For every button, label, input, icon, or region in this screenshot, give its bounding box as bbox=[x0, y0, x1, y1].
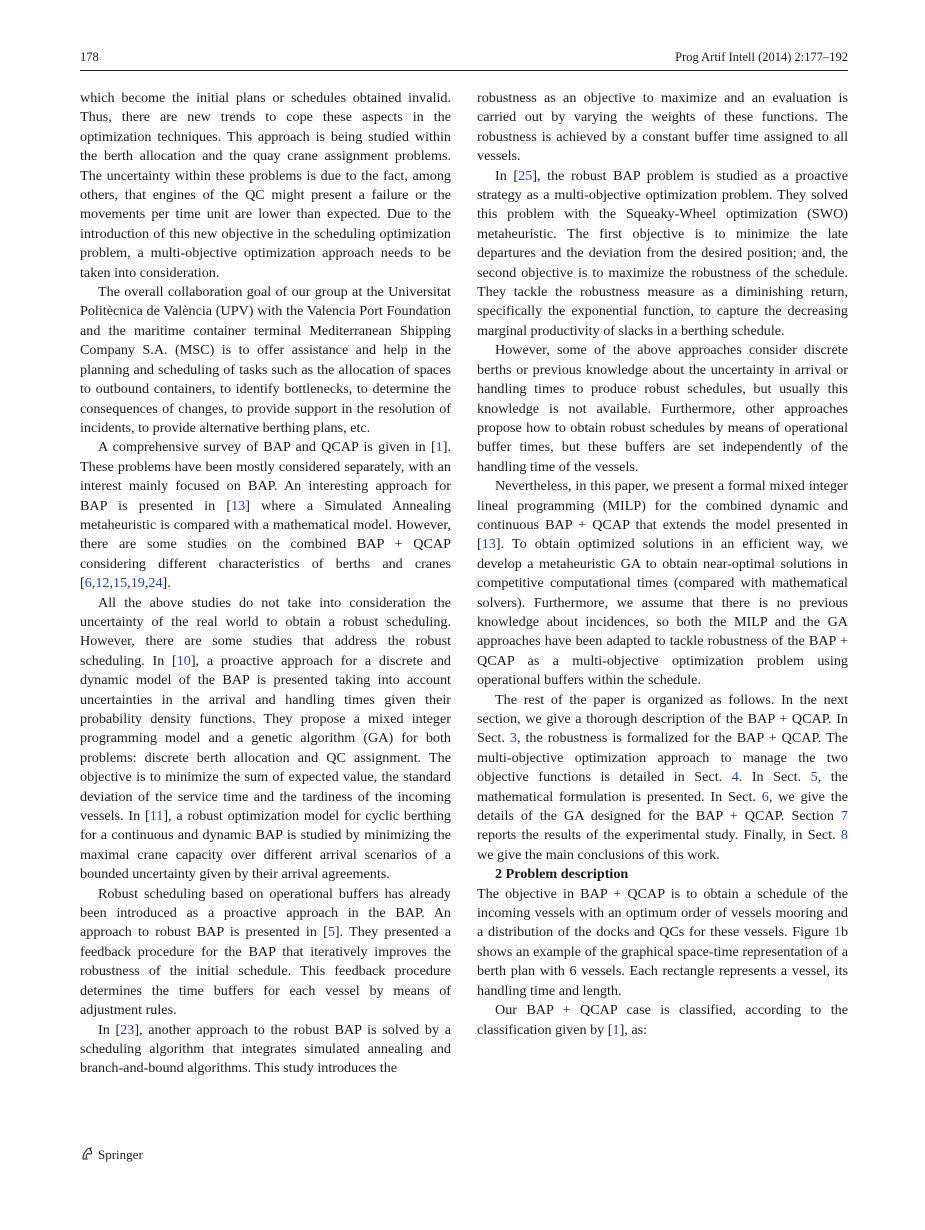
paragraph: robustness as an objective to maximize and an evaluation is carried out by varying the weights of these functions. The robustness is achieved by a constant buffer time assigned to all vessels. bbox=[477, 90, 848, 165]
citation-link[interactable]: 13 bbox=[481, 536, 496, 553]
paragraph: All the above studies do not take into consideration the uncertainty of the real world to obtain a robust scheduling. However, there are some studies that address the robust scheduling. In [10], a proactive approach for a discrete and dynamic model of the BAP is presented taking into account uncertainties in the arrival and handling times given their probability density functions. They propose a mixed integer programming model and a genetic algorithm (GA) for both problems: discrete berth allocation and QC assignment. The objective is to minimize the sum of expected value, the standard deviation of the service time and the tardiness of the incoming vessels. In [11], a robust optimization model for cyclic berthing for a continuous and dynamic BAP is studied by minimizing the maximal crane capacity over different arrival scenarios of a bounded uncertainty given by their arrival agreements. bbox=[80, 594, 452, 883]
section-link[interactable]: 7 bbox=[840, 808, 848, 825]
citation-link[interactable]: 24 bbox=[148, 575, 163, 592]
citation-link[interactable]: 1 bbox=[435, 439, 443, 456]
paragraph: which become the initial plans or schedules obtained invalid. Thus, there are new trends to cope these aspects in the optimization techniques. This approach is being studied within the berth allocation and the quay crane assignment problems. The uncertainty within these problems is due to the fact, among others, that engines of the QC might present a failure or the movements per time unit are lower than expected. Due to the introduction of this new objective in the scheduling optimization problem, a multi-objective optimization approach needs to be taken into consideration. bbox=[80, 90, 451, 281]
section-link[interactable]: 3 bbox=[509, 730, 517, 747]
figure-link[interactable]: 1 bbox=[833, 924, 841, 941]
citation-link[interactable]: 12 bbox=[95, 575, 110, 592]
paragraph: In [25], the robust BAP problem is studied as a proactive strategy as a multi-objective optimization problem. They solved this problem with the Squeaky-Wheel optimization (SWO) metaheuristic. The first objective is to minimize the late departures and the deviation from the desired position; and, the second objective is to maximize the robustness of the schedule. They tackle the robustness measure as a diminishing return, specifically the exponential function, to capture the decreasing marginal productivity of slacks in a berthing schedule. bbox=[477, 167, 848, 339]
paragraph: The overall collaboration goal of our group at the Universitat Politècnica de València (UPV) with the Valencia Port Foundation and the maritime container terminal Mediterranean Shipping Company S.A. (MSC) is to offer assistance and help in the planning and scheduling of tasks such as the allocation of spaces to outbound containers, to identify bottlenecks, to determine the consequences of changes, to provide support in the resolution of incidents, to provide alternative berthing plans, etc. bbox=[80, 284, 451, 436]
citation-link[interactable]: 6 bbox=[84, 575, 92, 592]
citation-link[interactable]: 1 bbox=[612, 1021, 620, 1038]
citation-link[interactable]: 23 bbox=[120, 1021, 135, 1038]
right-column bbox=[477, 89, 848, 1040]
section-heading: 2 Problem description bbox=[495, 866, 629, 883]
citation-link[interactable]: 19 bbox=[130, 575, 145, 592]
citation-link[interactable]: 5 bbox=[327, 924, 335, 941]
paragraph: Our BAP + QCAP case is classified, according to the classification given by [1], as: bbox=[477, 1002, 848, 1038]
citation-link[interactable]: 10 bbox=[176, 652, 191, 669]
paragraph: Nevertheless, in this paper, we present a formal mixed integer lineal programming (MILP) for the combined dynamic and continuous BAP + QCAP that extends the model presented in [13]. To obtain optimized solutions in an efficient way, we develop a metaheuristic GA to obtain near-optimal solutions in competitive computational times (compared with mathematical solvers). Furthermore, we assume that there is no previous knowledge about incidences, so both the MILP and the GA approaches have been adapted to tackle robustness of the BAP + QCAP as a multi-objective optimization problem using operational buffers within the schedule. bbox=[477, 478, 848, 689]
page-number: 178 bbox=[80, 50, 99, 64]
section-link[interactable]: 5 bbox=[810, 769, 818, 786]
citation-link[interactable]: 13 bbox=[231, 497, 246, 514]
page-footer bbox=[80, 1145, 143, 1165]
citation-link[interactable]: 25 bbox=[518, 167, 533, 184]
citation-link[interactable]: 15 bbox=[113, 575, 128, 592]
paragraph: The objective in BAP + QCAP is to obtain a schedule of the incoming vessels with an optimum order of vessels mooring and a distribution of the docks and QCs for these vessels. Figure 1b shows an example of the graphical space-time representation of a berth plan with 6 vessels. Each rectangle represents a vessel, its handling time and length. bbox=[477, 885, 849, 999]
paragraph: The rest of the paper is organized as follows. In the next section, we give a thorough description of the BAP + QCAP. In Sect. 3, the robustness is formalized for the BAP + QCAP. The multi-objective optimization approach to manage the two objective functions is detailed in Sect. 4. In Sect. 5, the mathematical formulation is presented. In Sect. 6, we give the details of the GA designed for the BAP + QCAP. Section 7 reports the results of the experimental study. Finally, in Sect. 8 we give the main conclusions of this work. bbox=[477, 691, 848, 863]
section-link[interactable]: 4 bbox=[731, 769, 739, 786]
section-link[interactable]: 6 bbox=[761, 788, 769, 805]
left-column bbox=[80, 89, 451, 1079]
paragraph: However, some of the above approaches consider discrete berths or previous knowledge about the uncertainty in arrival or handling times to produce robust schedules, but usually this knowledge is not available. Furthermore, other approaches propose how to obtain robust schedules by means of operational buffer times, but these buffers are set independently of the handling time of the vessels. bbox=[477, 342, 848, 475]
journal-citation: Prog Artif Intell (2014) 2:177–192 bbox=[675, 50, 848, 64]
paragraph: A comprehensive survey of BAP and QCAP is given in [1]. These problems have been mostly considered separately, with an interest mainly focused on BAP. An interesting approach for BAP is presented in [13] where a Simulated Annealing metaheuristic is compared with a mathematical model. However, there are some studies on the combined BAP + QCAP considering different characteristics of berths and cranes [6,12,15,19,24]. bbox=[80, 439, 451, 592]
publisher-name: Springer bbox=[98, 1147, 143, 1162]
paragraph: Robust scheduling based on operational buffers has already been introduced as a proactive approach in the BAP. An approach to robust BAP is presented in [5]. They presented a feedback procedure for the BAP that iteratively improves the robustness of the initial schedule. This feedback procedure determines the time buffers for each vessel by means of adjustment rules. bbox=[80, 885, 452, 1019]
paragraph: In [23], another approach to the robust BAP is solved by a scheduling algorithm that integrates simulated annealing and branch-and-bound algorithms. This study introduces the bbox=[80, 1021, 451, 1077]
page-header bbox=[80, 48, 848, 70]
header-rule bbox=[80, 70, 848, 71]
section-link[interactable]: 8 bbox=[840, 827, 848, 844]
springer-horse-icon bbox=[80, 1146, 98, 1165]
citation-link[interactable]: 11 bbox=[149, 808, 164, 825]
